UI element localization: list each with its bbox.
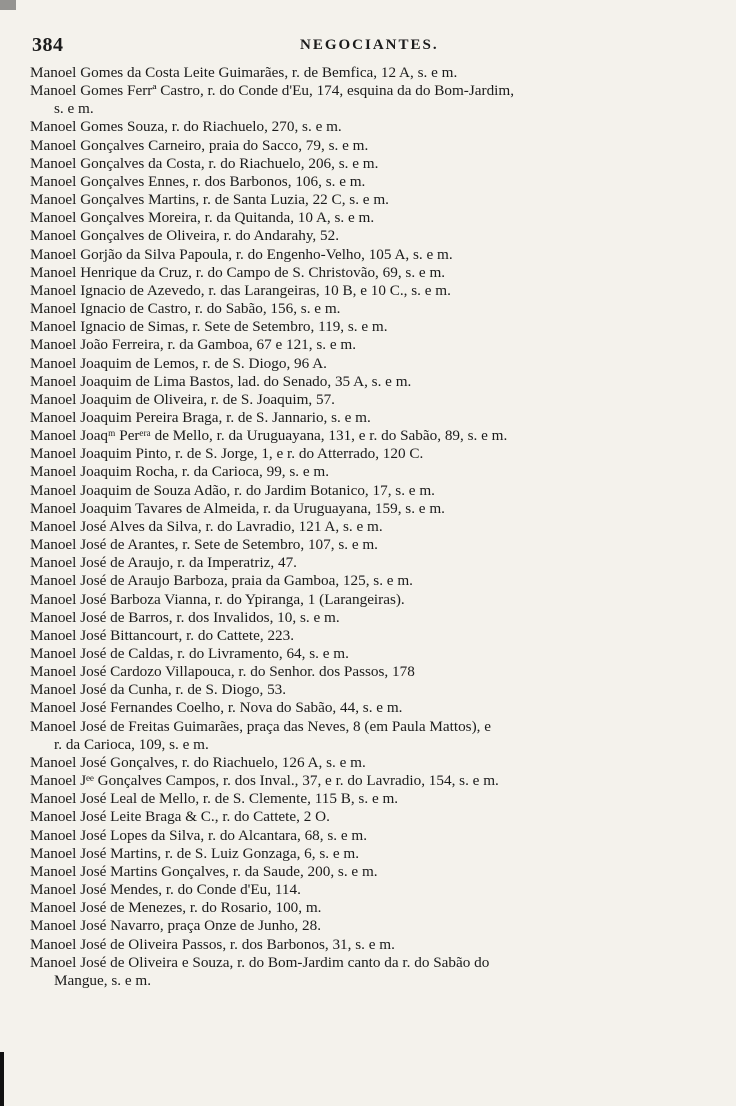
list-item: Manoel Gonçalves da Costa, r. do Riachuelo, 206, s. e m. [30,154,379,172]
list-item: Manoel José de Oliveira e Souza, r. do Bom-Jardim canto da r. do Sabão do [30,953,490,971]
list-item: Manoel Joaquim de Lima Bastos, lad. do Senado, 35 A, s. e m. [30,372,412,390]
list-item: Manoel Gomes Souza, r. do Riachuelo, 270, s. e m. [30,118,342,136]
list-item: Manoel José Martins, r. de S. Luiz Gonzaga, 6, s. e m. [30,844,359,862]
list-item: Manoel José de Caldas, r. do Livramento, 64, s. e m. [30,645,349,662]
list-item: Manoel Joaquim Rocha, r. da Carioca, 99, s. e m. [30,463,330,481]
page-header [32,34,682,56]
list-item: Manoel José de Araujo, r. da Imperatriz, 47. [30,554,297,572]
list-item: Manoel José Fernandes Coelho, r. Nova do Sabão, 44, s. e m. [30,699,403,717]
list-item: Manoel Gonçalves Carneiro, praia do Sacco, 79, s. e m. [30,136,369,154]
list-item: Manoel Joaquim Tavares de Almeida, r. da Uruguayana, 159, s. e m. [30,499,445,517]
list-item: Manoel José Navarro, praça Onze de Junho, 28. [30,917,321,935]
list-item: Manoel José Leal de Mello, r. de S. Clemente, 115 B, s. e m. [30,790,399,808]
list-item: Manoel José Mendes, r. do Conde d'Eu, 114. [30,881,301,899]
margin-ink-mark [0,1052,4,1106]
list-item: Manoel José de Menezes, r. do Rosario, 100, m. [30,899,322,917]
list-item: Manoel Joaquim de Oliveira, r. de S. Joaquim, 57. [30,390,335,408]
list-item: Manoel José de Freitas Guimarães, praça das Neves, 8 (em Paula Mattos), e [30,717,491,735]
list-item: Manoel Gonçalves Martins, r. de Santa Luzia, 22 C, s. e m. [30,191,389,209]
list-item: Manoel Henrique da Cruz, r. do Campo de S. Christovão, 69, s. e m. [30,263,446,281]
list-item: Manoel José de Araujo Barboza, praia da Gamboa, 125, s. e m. [30,572,413,590]
list-item: Manoel Ignacio de Simas, r. Sete de Setembro, 119, s. e m. [30,318,388,336]
page-corner-smudge [0,0,16,10]
list-item: Manoel Jᵉᵉ Gonçalves Campos, r. dos Inval., 37, e r. do Lavradio, 154, s. e m. [30,772,499,790]
list-item: Manoel José de Barros, r. dos Invalidos, 10, s. e m. [30,608,340,626]
list-item: Manoel Gonçalves Ennes, r. dos Barbonos, 106, s. e m. [30,172,366,190]
list-item: Manoel Joaquim Pereira Braga, r. de S. Jannario, s. e m. [30,408,371,426]
list-item: Manoel Ignacio de Castro, r. do Sabão, 156, s. e m. [30,300,341,318]
list-item: Manoel José Alves da Silva, r. do Lavradio, 121 A, s. e m. [30,517,383,535]
list-item-continuation: r. da Carioca, 109, s. e m. [54,735,209,753]
list-item: Manoel José de Arantes, r. Sete de Setembro, 107, s. e m. [30,536,378,554]
list-item: Manoel Joaquim de Lemos, r. de S. Diogo, 96 A. [30,354,327,372]
merchant-list [30,64,720,990]
list-item: Manoel José Lopes da Silva, r. do Alcantara, 68, s. e m. [30,826,368,844]
list-item: Manoel Gonçalves de Oliveira, r. do Andarahy, 52. [30,227,340,245]
list-item: Manoel José Martins Gonçalves, r. da Saude, 200, s. e m. [30,862,378,880]
page-number: 384 [32,34,64,56]
list-item-continuation: s. e m. [54,100,94,118]
list-item: Manoel Joaquim Pinto, r. de S. Jorge, 1, e r. do Atterrado, 120 C. [30,445,424,463]
list-item: Manoel José Bittancourt, r. do Cattete, 223. [30,626,295,644]
list-item: Manoel José da Cunha, r. de S. Diogo, 53. [30,681,287,699]
list-item: Manoel Joaqᵐ Perᵉʳᵃ de Mello, r. da Uruguayana, 131, e r. do Sabão, 89, s. e m. [30,427,508,445]
list-item: Manoel José Cardozo Villapouca, r. do Senhor. dos Passos, 178 [30,663,415,681]
list-item: Manoel José de Oliveira Passos, r. dos Barbonos, 31, s. e m. [30,935,395,953]
list-item: Manoel Gonçalves Moreira, r. da Quitanda, 10 A, s. e m. [30,209,375,227]
list-item: Manoel José Gonçalves, r. do Riachuelo, 126 A, s. e m. [30,753,366,771]
list-item: Manoel Gomes da Costa Leite Guimarães, r. de Bemfica, 12 A, s. e m. [30,64,458,81]
running-head: NEGOCIANTES. [300,37,439,53]
list-item: Manoel Gomes Ferrª Castro, r. do Conde d'Eu, 174, esquina da do Bom-Jardim, [30,82,514,100]
list-item: Manoel Gorjão da Silva Papoula, r. do Engenho-Velho, 105 A, s. e m. [30,245,453,263]
list-item: Manoel José Leite Braga & C., r. do Cattete, 2 O. [30,808,330,826]
list-item-continuation: Mangue, s. e m. [54,971,152,989]
list-item: Manoel Ignacio de Azevedo, r. das Larangeiras, 10 B, e 10 C., s. e m. [30,281,451,299]
list-item: Manoel Joaquim de Souza Adão, r. do Jardim Botanico, 17, s. e m. [30,481,435,499]
list-item: Manoel João Ferreira, r. da Gamboa, 67 e 121, s. e m. [30,336,357,354]
list-item: Manoel José Barboza Vianna, r. do Ypiranga, 1 (Larangeiras). [30,590,405,608]
